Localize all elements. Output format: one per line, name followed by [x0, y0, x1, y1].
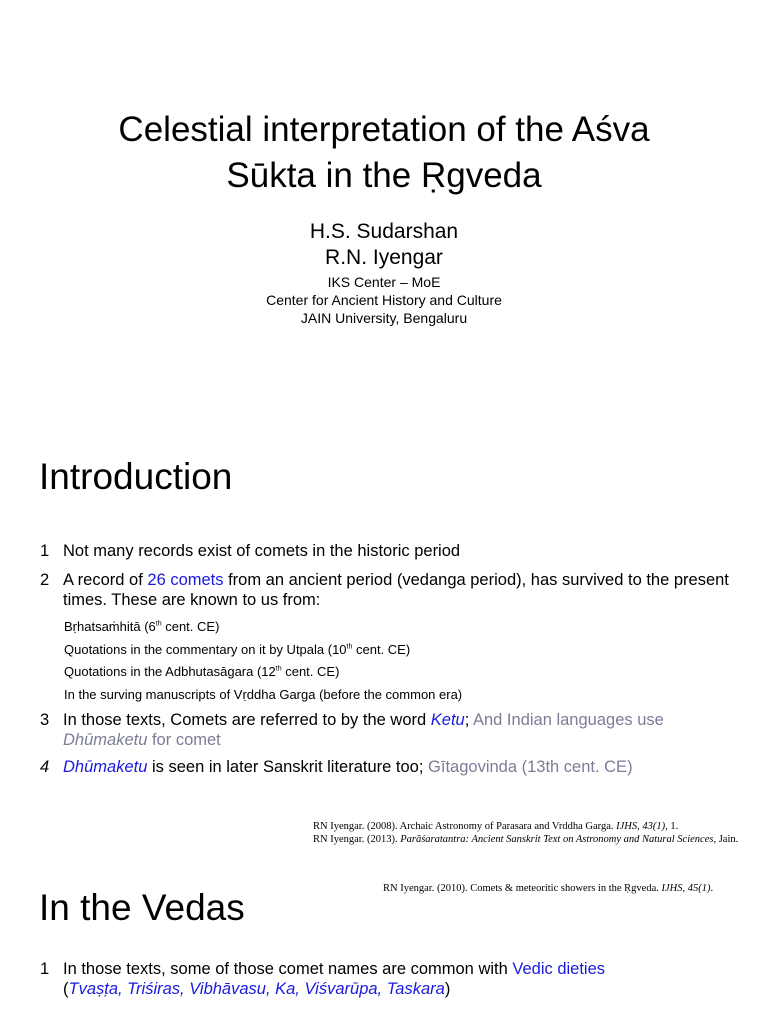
text-segment: )	[444, 980, 451, 998]
list-number: 1	[40, 960, 50, 978]
text-segment: cent. CE)	[352, 642, 411, 657]
vedic-deities-highlight: Vedic dieties	[512, 960, 606, 978]
list-number: 3	[40, 711, 50, 729]
vedas-heading: In the Vedas	[39, 887, 245, 928]
source-item-1	[64, 619, 219, 635]
list-text: Not many records exist of comets in the historic period	[63, 542, 461, 560]
text-segment: is seen in later Sanskrit literature too;	[147, 758, 429, 776]
comets-count-highlight: 26 comets	[147, 571, 224, 589]
text-segment: Quotations in the Adbhutasāgara (12	[64, 664, 276, 679]
superscript: th	[275, 665, 282, 673]
superscript: th	[346, 643, 353, 651]
text-segment: cent. CE)	[161, 619, 220, 634]
text-segment: , 1.	[665, 821, 679, 832]
reference-1	[313, 820, 678, 833]
text-segment: A record of	[63, 571, 148, 589]
text-segment: Bṛhatsaṁhitā (6	[64, 619, 156, 634]
dhumaketu-term: Dhūmaketu	[63, 731, 148, 749]
title-line-2: Sūkta in the Ṛgveda	[226, 156, 542, 195]
text-segment: for comet	[147, 731, 221, 749]
text-segment: .	[710, 883, 714, 894]
authors	[0, 219, 768, 271]
text-segment: RN Iyengar. (2010). Comets & meteoritic showers in the Ṛgveda.	[383, 883, 662, 894]
text-segment: And Indian languages use	[472, 711, 664, 729]
list-text	[63, 710, 740, 750]
journal-name: IJHS, 45(1)	[661, 883, 711, 894]
source-item-3	[64, 664, 339, 680]
list-text	[63, 757, 740, 777]
list-item-2	[40, 570, 740, 610]
title-line-1: Celestial interpretation of the Aśva	[118, 110, 650, 149]
text-segment: In the surving manuscripts of Vṛddha Garga (before the common era)	[64, 687, 463, 702]
text-segment: , Jain.	[713, 834, 739, 845]
book-title: Parāśaratantra: Ancient Sanskrit Text on Astronomy and Natural Sciences	[400, 834, 714, 845]
source-item-2	[64, 642, 410, 658]
journal-name: IJHS, 43(1)	[616, 821, 666, 832]
list-number: 1	[40, 542, 50, 560]
text-segment: (	[63, 980, 69, 998]
affiliation-line-1: IKS Center – MoE	[327, 274, 441, 290]
introduction-heading: Introduction	[39, 456, 233, 497]
text-segment: from an ancient period (vedanga period), has survived to the present times. These are known to us from:	[63, 571, 729, 609]
reference-3	[383, 882, 713, 895]
author-2: R.N. Iyengar	[325, 246, 443, 269]
text-segment: Quotations in the commentary on it by Utpala (10	[64, 642, 347, 657]
source-item-4	[64, 687, 462, 703]
ketu-term: Ketu	[430, 711, 465, 729]
affiliation	[0, 273, 768, 327]
text-segment: RN Iyengar. (2008). Archaic Astronomy of Parasara and Vrddha Garga.	[313, 821, 617, 832]
list-item-4	[40, 757, 740, 777]
list-item-1	[40, 541, 740, 561]
superscript: th	[155, 620, 162, 628]
list-text	[63, 570, 740, 610]
list-item-3	[40, 710, 740, 750]
slide-title	[0, 107, 768, 199]
list-text	[63, 959, 740, 999]
reference-2	[313, 833, 738, 846]
text-segment: In those texts, some of those comet names are common with	[63, 960, 513, 978]
list-item-vedas-1	[40, 959, 740, 999]
affiliation-line-2: Center for Ancient History and Culture	[266, 292, 502, 308]
gitagovinda-reference: Gītagovinda (13th cent. CE)	[428, 758, 633, 776]
text-segment: ;	[464, 711, 473, 729]
list-number: 4	[40, 758, 50, 776]
list-number: 2	[40, 571, 50, 589]
text-segment: RN Iyengar. (2013).	[313, 834, 401, 845]
author-1: H.S. Sudarshan	[309, 220, 459, 243]
text-segment: cent. CE)	[281, 664, 340, 679]
deity-names: Tvaṣṭa, Triśiras, Vibhāvasu, Ka, Viśvarūpa, Taskara	[68, 980, 445, 998]
affiliation-line-3: JAIN University, Bengaluru	[300, 310, 468, 326]
dhumaketu-term: Dhūmaketu	[63, 758, 148, 776]
text-segment: In those texts, Comets are referred to by the word	[63, 711, 431, 729]
